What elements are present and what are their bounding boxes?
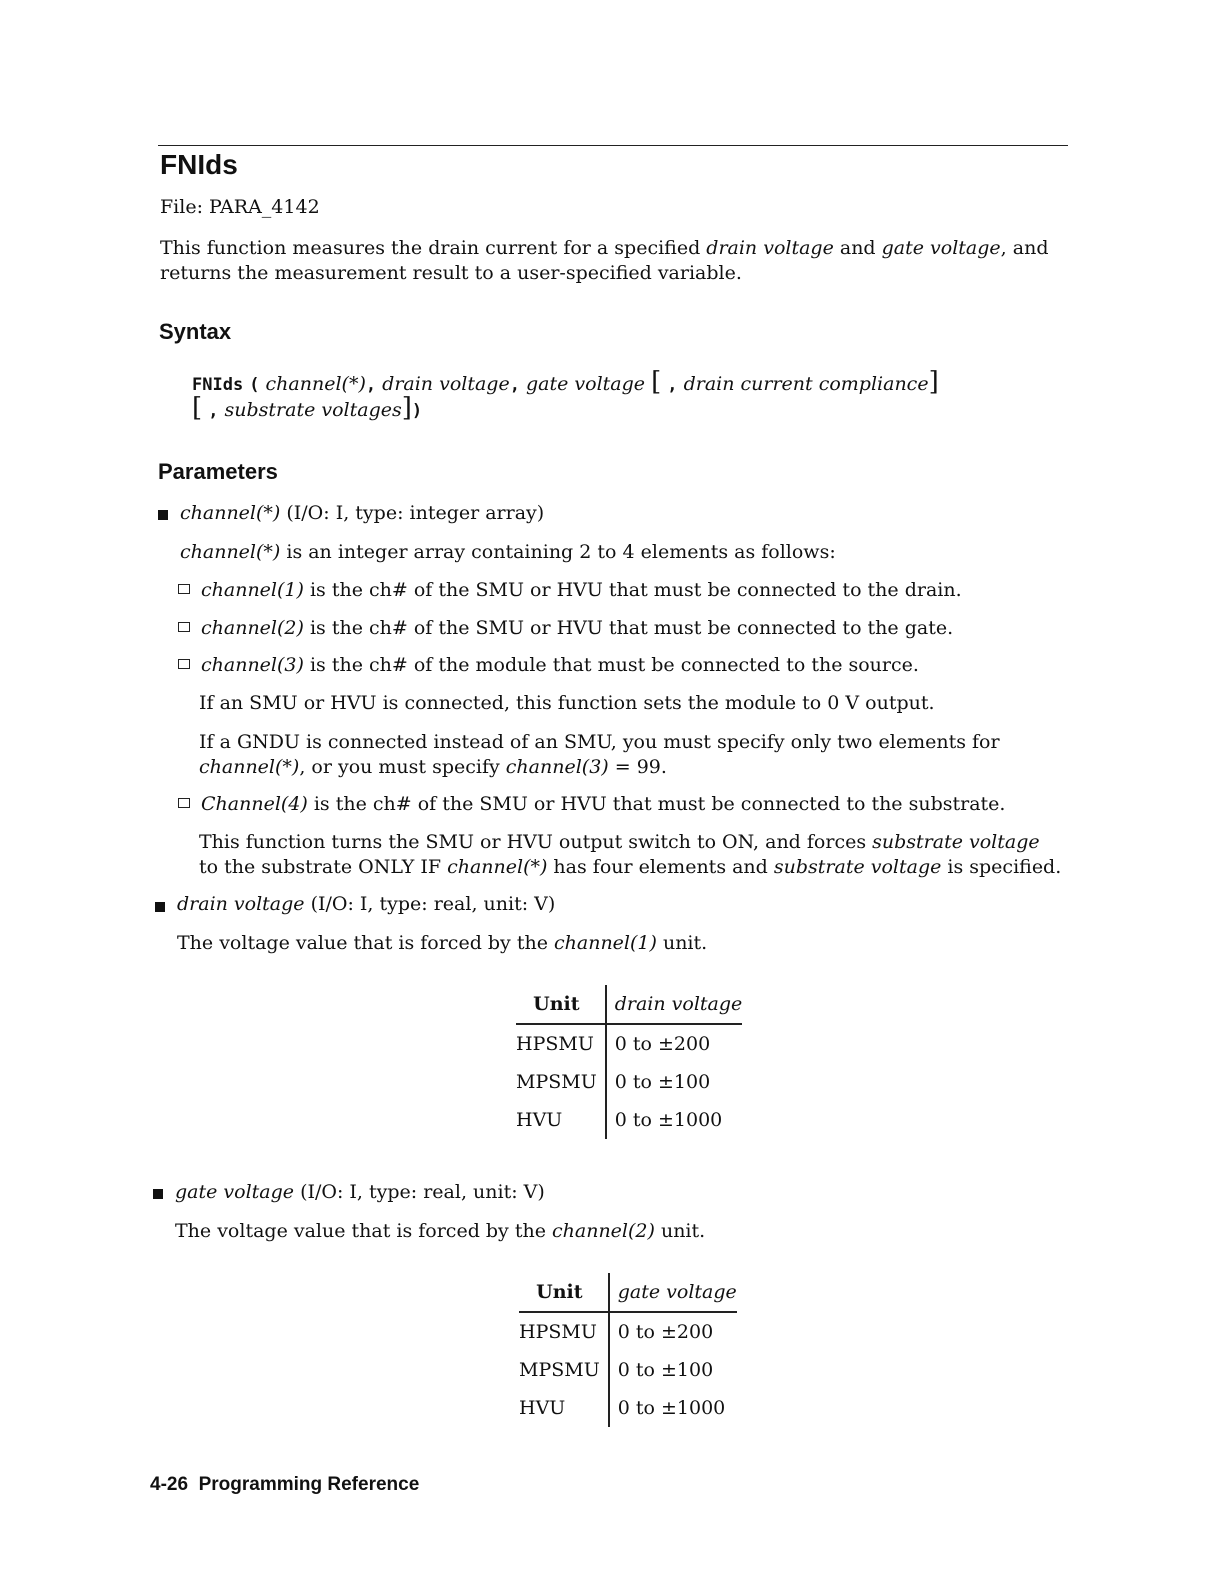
syntax-heading: Syntax — [159, 319, 232, 344]
table-row: HPSMU 0 to ±200 — [516, 1024, 742, 1063]
param-channel: channel(*) (I/O: I, type: integer array) — [180, 502, 545, 524]
description-line-2: returns the measurement result to a user-specified variable. — [160, 262, 742, 284]
gate-voltage-table — [519, 1273, 737, 1427]
checkbox-square-icon — [178, 584, 190, 594]
channel-4-note-line-1: This function turns the SMU or HVU output switch to ON, and forces substrate voltage — [199, 831, 1040, 853]
param-drain-voltage: drain voltage (I/O: I, type: real, unit: V) — [177, 893, 556, 915]
table-row: HVU 0 to ±1000 — [519, 1389, 737, 1427]
bullet-icon — [153, 1189, 163, 1199]
parameters-heading: Parameters — [158, 459, 278, 484]
table-header-unit: Unit — [519, 1273, 609, 1312]
table-header-gate-voltage: gate voltage — [609, 1273, 737, 1312]
param-gate-voltage-desc: The voltage value that is forced by the channel(2) unit. — [175, 1220, 706, 1242]
table-row: HPSMU 0 to ±200 — [519, 1312, 737, 1351]
syntax-line-1: FNIds ( channel(*), drain voltage, gate voltage [ , drain current compliance] — [192, 367, 939, 397]
channel-3-item: channel(3) is the ch# of the module that must be connected to the source. — [201, 654, 919, 676]
bullet-icon — [158, 510, 168, 520]
checkbox-square-icon — [178, 798, 190, 808]
table-header-unit: Unit — [516, 985, 606, 1024]
channel-3-note-1: If an SMU or HVU is connected, this function sets the module to 0 V output. — [199, 692, 935, 714]
param-gate-voltage: gate voltage (I/O: I, type: real, unit: V) — [175, 1181, 545, 1203]
channel-3-note-2-line-2: channel(*), or you must specify channel(3) = 99. — [199, 756, 667, 778]
channel-4-item: Channel(4) is the ch# of the SMU or HVU that must be connected to the substrate. — [201, 793, 1006, 815]
syntax-line-2: [ , substrate voltages]) — [192, 393, 423, 423]
param-channel-desc: channel(*) is an integer array containing 2 to 4 elements as follows: — [180, 541, 836, 563]
top-rule — [158, 145, 1068, 146]
table-header-drain-voltage: drain voltage — [606, 985, 743, 1024]
page-footer: 4-26 Programming Reference — [150, 1474, 420, 1495]
table-row: MPSMU 0 to ±100 — [516, 1063, 742, 1101]
channel-3-note-2-line-1: If a GNDU is connected instead of an SMU, you must specify only two elements for — [199, 731, 1000, 753]
channel-2-item: channel(2) is the ch# of the SMU or HVU that must be connected to the gate. — [201, 617, 954, 639]
channel-4-note-line-2: to the substrate ONLY IF channel(*) has four elements and substrate voltage is specified. — [199, 856, 1062, 878]
table-row: MPSMU 0 to ±100 — [519, 1351, 737, 1389]
drain-voltage-table — [516, 985, 742, 1139]
file-line: File: PARA_4142 — [160, 196, 320, 218]
param-drain-voltage-desc: The voltage value that is forced by the channel(1) unit. — [177, 932, 708, 954]
checkbox-square-icon — [178, 622, 190, 632]
checkbox-square-icon — [178, 659, 190, 669]
bullet-icon — [155, 902, 165, 912]
description-line-1: This function measures the drain current for a specified drain voltage and gate voltage, and — [160, 237, 1049, 259]
table-row: HVU 0 to ±1000 — [516, 1101, 742, 1139]
channel-1-item: channel(1) is the ch# of the SMU or HVU that must be connected to the drain. — [201, 579, 962, 601]
page-title: FNIds — [160, 149, 238, 180]
